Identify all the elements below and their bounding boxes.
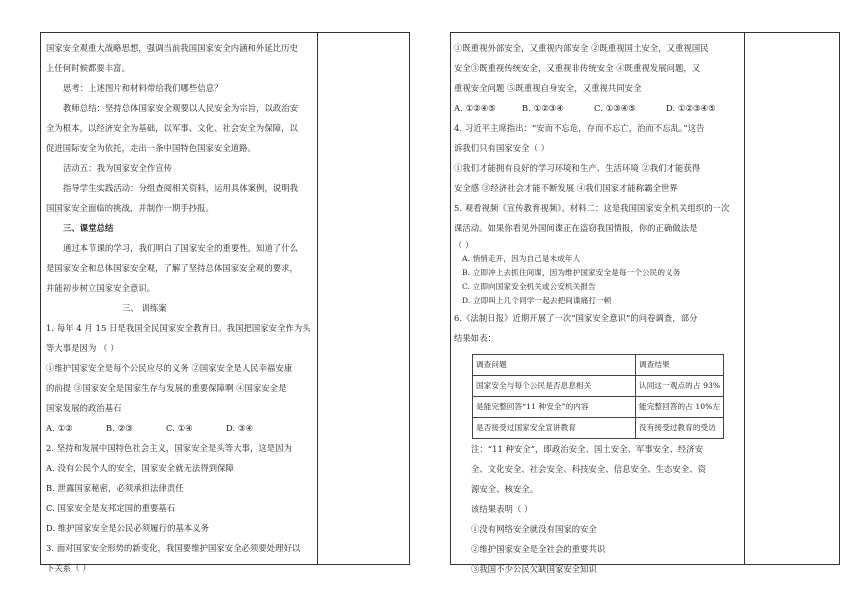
text-line: 全为根本，以经济安全为基础，以军事、文化、社会安全为保障，以 bbox=[46, 123, 298, 133]
right-column-divider bbox=[744, 33, 745, 564]
think-question: 思考：上述图片和材料带给我们哪些信息？ bbox=[63, 83, 223, 93]
text-line: 等大事是因为 （ ） bbox=[46, 343, 119, 353]
table-header-cell: 调查问题 bbox=[473, 355, 636, 376]
table-header-cell: 调查结果 bbox=[636, 355, 724, 376]
table-row bbox=[473, 376, 724, 397]
table-header-row bbox=[473, 355, 724, 376]
option-2: ②维护国家安全是全社会的重要共识 bbox=[471, 544, 606, 554]
text-line: 下关系（ ） bbox=[46, 563, 91, 573]
text-line: 诉我们只有国家安全（ ） bbox=[454, 143, 550, 153]
table-row bbox=[473, 397, 724, 418]
question-1: 1. 每年 4 月 15 日是我国全民国家安全教育日。我国把国家安全作为头 bbox=[46, 323, 311, 333]
question-6: 6.《法制日报》近期开展了一次“国家安全意识”的问卷调查，部分 bbox=[454, 313, 698, 323]
option-a: A. ①②④⑤ bbox=[454, 103, 496, 113]
text-line: 国国家安全面临的挑战，并制作一期手抄报。 bbox=[46, 203, 214, 213]
option-d: D. ③④ bbox=[226, 423, 254, 433]
q3-options bbox=[454, 98, 744, 118]
question-5: 5. 观看视频《宣传教育视频》。材料二：这是我国国家安全机关组织的一次 bbox=[454, 203, 730, 213]
right-content bbox=[454, 38, 744, 579]
text-line: 该结果表明（ ） bbox=[471, 504, 533, 514]
text-line: ①我们才能拥有良好的学习环境和生产、生活环境 ②我们才能获得 bbox=[454, 163, 701, 173]
left-content bbox=[46, 38, 318, 578]
option-b: B. 泄露国家秘密，必须承担法律责任 bbox=[46, 483, 184, 493]
table-cell: 没有接受过教育的受访 bbox=[636, 418, 724, 439]
text-line: 促进国际安全为依托，走出一条中国特色国家安全道路。 bbox=[46, 143, 256, 153]
section-heading-summary: 三、课堂总结 bbox=[63, 223, 114, 233]
option-c: C. 国家安全是友邦定国的重要基石 bbox=[46, 503, 176, 513]
q5-options bbox=[454, 252, 744, 308]
text-line: 源安全、核安全。 bbox=[471, 484, 539, 494]
text-line: 重视安全问题 ⑤既重视自身安全，又重视共同安全 bbox=[454, 83, 642, 93]
survey-table bbox=[472, 354, 724, 439]
option-d: D. ①②③④⑤ bbox=[666, 103, 716, 113]
table-cell: 国家安全与每个公民是否息息相关 bbox=[473, 376, 636, 397]
option-a: A. 没有公民个人的安全，国家安全就无法得到保障 bbox=[46, 463, 234, 473]
table-cell: 是能完整回答“11 种安全”的内容 bbox=[473, 397, 636, 418]
option-b: B. 立即冲上去抓住间谍，因为维护国家安全是每一个公民的义务 bbox=[462, 268, 681, 277]
option-3: ③我国不少公民欠缺国家安全知识 bbox=[471, 564, 597, 574]
text-line: 上任何时候都要丰富。 bbox=[46, 63, 130, 73]
table-cell: 认同这一观点的占 93% bbox=[636, 376, 724, 397]
q1-options bbox=[46, 418, 318, 438]
text-line: 课活动。如果你看见外国间谍正在盗窃我国情报，你的正确做法是 bbox=[454, 223, 698, 233]
option-d: D. 立即叫上几个同学一起去把间谍痛打一顿 bbox=[462, 296, 612, 305]
question-3: 3. 面对国家安全形势的新变化，我国要维护国家安全必须要处理好以 bbox=[46, 543, 301, 553]
text-line: ①维护国家安全是每个公民应尽的义务 ②国家安全是人民幸福安康 bbox=[46, 363, 293, 373]
table-note: 注：“11 种安全”，即政治安全、国土安全、军事安全、经济安 bbox=[471, 444, 704, 454]
text-line: 指导学生实践活动：分组查阅相关资料，运用具体案例，说明我 bbox=[63, 183, 299, 193]
text-line: （ ） bbox=[454, 240, 474, 250]
option-a: A. 悄悄走开，因为自己是未成年人 bbox=[462, 254, 581, 263]
option-b: B. ①②③④ bbox=[522, 103, 564, 113]
text-line: 全、文化安全、社会安全、科技安全、信息安全、生态安全、资 bbox=[471, 464, 707, 474]
text-line: 是国家安全和总体国家安全观，了解了坚持总体国家安全观的要求， bbox=[46, 263, 298, 273]
text-line: 结果如表： bbox=[454, 333, 496, 343]
section-heading-training: 三、 训练案 bbox=[122, 303, 167, 313]
text-line: 教师总结：坚持总体国家安全观要以人民安全为宗旨，以政治安 bbox=[63, 103, 299, 113]
text-line: 通过本节课的学习，我们明白了国家安全的重要性，知道了什么 bbox=[63, 243, 299, 253]
text-line: ①既重视外部安全，又重视内部安全 ②既重视国土安全，又重视国民 bbox=[454, 43, 709, 53]
option-c: C. 立即向国家安全机关或公安机关报告 bbox=[462, 282, 596, 291]
text-line: 国家安全观重大战略思想，强调当前我国国家安全内涵和外延比历史 bbox=[46, 43, 298, 53]
text-line: 安全③既重视传统安全，又重视非传统安全 ④既重视发展问题，又 bbox=[454, 63, 701, 73]
text-line: 安全感 ③经济社会才能不断发展 ④我们国家才能称霸全世界 bbox=[454, 183, 678, 193]
option-1: ①没有网络安全就没有国家的安全 bbox=[471, 524, 597, 534]
option-b: B. ②③ bbox=[106, 423, 133, 433]
text-line: 并能初步树立国家安全意识。 bbox=[46, 283, 156, 293]
question-4: 4. 习近平主席指出：“安而不忘危，存而不忘亡，治而不忘乱。”这告 bbox=[454, 123, 705, 133]
text-line: 国家发展的政治基石 bbox=[46, 403, 122, 413]
option-a: A. ①② bbox=[46, 423, 73, 433]
option-d: D. 维护国家安全是公民必须履行的基本义务 bbox=[46, 523, 210, 533]
table-row bbox=[473, 418, 724, 439]
activity-heading: 活动五：我为国家安全作宣传 bbox=[63, 163, 173, 173]
question-2: 2. 坚持和发展中国特色社会主义，国家安全是头等大事，这是因为 bbox=[46, 443, 292, 453]
option-c: C. ①④ bbox=[166, 423, 193, 433]
option-c: C. ①③④⑤ bbox=[594, 103, 636, 113]
table-cell: 是否接受过国家安全宣讲教育 bbox=[473, 418, 636, 439]
text-line: 的前提 ③国家安全是国家生存与发展的重要保障啊 ④国家安全是 bbox=[46, 383, 287, 393]
table-cell: 能完整回答的占 10%左 bbox=[636, 397, 724, 418]
